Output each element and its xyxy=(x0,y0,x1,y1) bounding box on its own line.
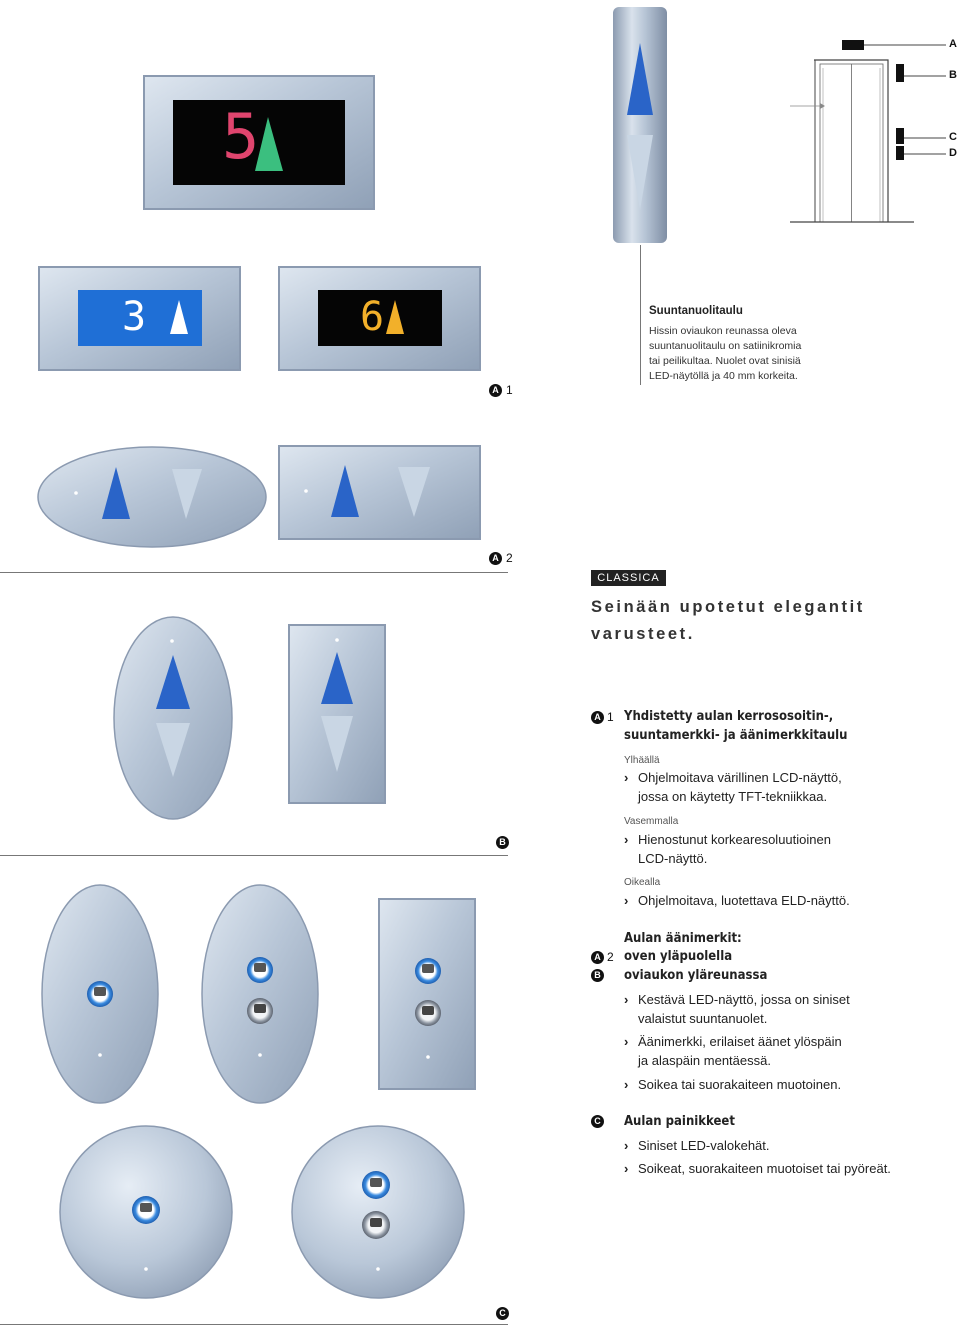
section-marker-c xyxy=(591,1115,604,1128)
chevron-icon: › xyxy=(624,770,629,785)
caption-line: tai peilikultaa. Nuolet ovat sinisiä xyxy=(649,355,801,367)
section-marker-b xyxy=(591,969,604,982)
bullet-continuation: ja alaspäin mentäessä. xyxy=(638,1053,771,1068)
chime-panel-rect xyxy=(378,898,476,1090)
section-divider xyxy=(0,1324,508,1325)
call-button-round-single xyxy=(58,1124,234,1300)
bullet-text: Ohjelmoitava värillinen LCD-näyttö, xyxy=(638,770,842,785)
chime-panel-oval-double xyxy=(200,883,320,1105)
chime-panel-oval-single xyxy=(40,883,160,1105)
bullet-continuation: valaistut suuntanuolet. xyxy=(638,1011,768,1026)
figure-marker-a1 xyxy=(489,383,513,397)
subheading-right: Oikealla xyxy=(624,877,661,888)
chevron-icon: › xyxy=(624,832,629,847)
bullet-continuation: jossa on käytetty TFT-tekniikkaa. xyxy=(638,789,828,804)
bullet-text: Kestävä LED-näyttö, jossa on siniset xyxy=(638,992,850,1007)
bullet-item xyxy=(624,770,842,785)
marker-letter: A xyxy=(591,711,604,724)
caption-line: suuntanuolitaulu on satiinikromia xyxy=(649,340,802,352)
bullet-item xyxy=(624,1138,770,1153)
bullet-item xyxy=(624,893,850,908)
marker-number: 2 xyxy=(607,950,614,964)
subheading-left: Vasemmalla xyxy=(624,816,679,827)
diagram-label-d: D xyxy=(949,147,957,159)
section2-title: oviaukon yläreunassa xyxy=(624,968,768,983)
section2-title: Aulan äänimerkit: xyxy=(624,931,742,946)
section1-title: Yhdistetty aulan kerrososoitin-, xyxy=(624,709,834,724)
chevron-icon: › xyxy=(624,893,629,908)
figure-marker-a2 xyxy=(489,551,513,565)
direction-panel-oval-vertical xyxy=(112,615,234,821)
bullet-text: Soikea tai suorakaiteen muotoinen. xyxy=(638,1077,842,1092)
marker-letter: A xyxy=(591,951,604,964)
figure-marker-b xyxy=(496,836,509,849)
chevron-icon: › xyxy=(624,1161,629,1176)
marker-number: 1 xyxy=(607,710,614,724)
chevron-icon: › xyxy=(624,1138,629,1153)
caption-line: Hissin oviaukon reunassa oleva xyxy=(649,325,797,337)
bullet-item xyxy=(624,992,850,1007)
bullet-text: Siniset LED-valokehät. xyxy=(638,1138,770,1153)
elevator-door-diagram xyxy=(790,36,960,226)
call-button-round-double xyxy=(290,1124,466,1300)
marker-letter: C xyxy=(591,1115,604,1128)
direction-panel-oval xyxy=(36,445,268,549)
bullet-text: Äänimerkki, erilaiset äänet ylöspäin xyxy=(638,1034,842,1049)
section-divider xyxy=(0,855,508,856)
bullet-continuation: LCD-näyttö. xyxy=(638,851,708,866)
brand-badge: CLASSICA xyxy=(591,570,666,586)
direction-panel-rect-vertical xyxy=(288,624,386,804)
diagram-label-c: C xyxy=(949,131,957,143)
section3-title: Aulan painikkeet xyxy=(624,1114,735,1129)
bullet-item xyxy=(624,1034,842,1049)
section-divider xyxy=(0,572,508,573)
caption-line: LED-näytöllä ja 40 mm korkeita. xyxy=(649,370,798,382)
section2-title: oven yläpuolella xyxy=(624,949,733,964)
section-marker-a2 xyxy=(591,950,614,964)
diagram-label-b: B xyxy=(949,69,957,81)
figure-marker-c xyxy=(496,1307,509,1320)
bullet-text: Hienostunut korkearesoluutioinen xyxy=(638,832,831,847)
floor-number-eld: 6 xyxy=(360,294,385,340)
bullet-text: Soikeat, suorakaiteen muotoiset tai pyöreät. xyxy=(638,1161,891,1176)
direction-indicator-column xyxy=(610,5,670,245)
caption-title: Suuntanuolitaulu xyxy=(649,305,743,317)
headline-line-2: varusteet. xyxy=(591,625,695,643)
bullet-item xyxy=(624,1161,891,1176)
section-marker-a1 xyxy=(591,710,614,724)
bullet-item xyxy=(624,832,831,847)
chevron-icon: › xyxy=(624,992,629,1007)
marker-letter: A xyxy=(489,384,502,397)
marker-letter: A xyxy=(489,552,502,565)
section1-title: suuntamerkki- ja äänimerkkitaulu xyxy=(624,728,848,743)
floor-number-blue: 3 xyxy=(122,294,147,340)
direction-panel-rect xyxy=(278,445,481,540)
chevron-icon: › xyxy=(624,1034,629,1049)
marker-number: 2 xyxy=(506,551,513,565)
headline-line-1: Seinään upotetut elegantit xyxy=(591,598,865,616)
marker-letter: C xyxy=(496,1307,509,1320)
marker-number: 1 xyxy=(506,383,513,397)
diagram-label-a: A xyxy=(949,38,957,50)
bullet-item xyxy=(624,1077,841,1092)
caption-leader-line xyxy=(640,245,641,385)
chevron-icon: › xyxy=(624,1077,629,1092)
marker-letter: B xyxy=(496,836,509,849)
floor-number-large: 5 xyxy=(222,100,260,173)
bullet-text: Ohjelmoitava, luotettava ELD-näyttö. xyxy=(638,893,850,908)
marker-letter: B xyxy=(591,969,604,982)
subheading-top: Ylhäällä xyxy=(624,755,660,766)
